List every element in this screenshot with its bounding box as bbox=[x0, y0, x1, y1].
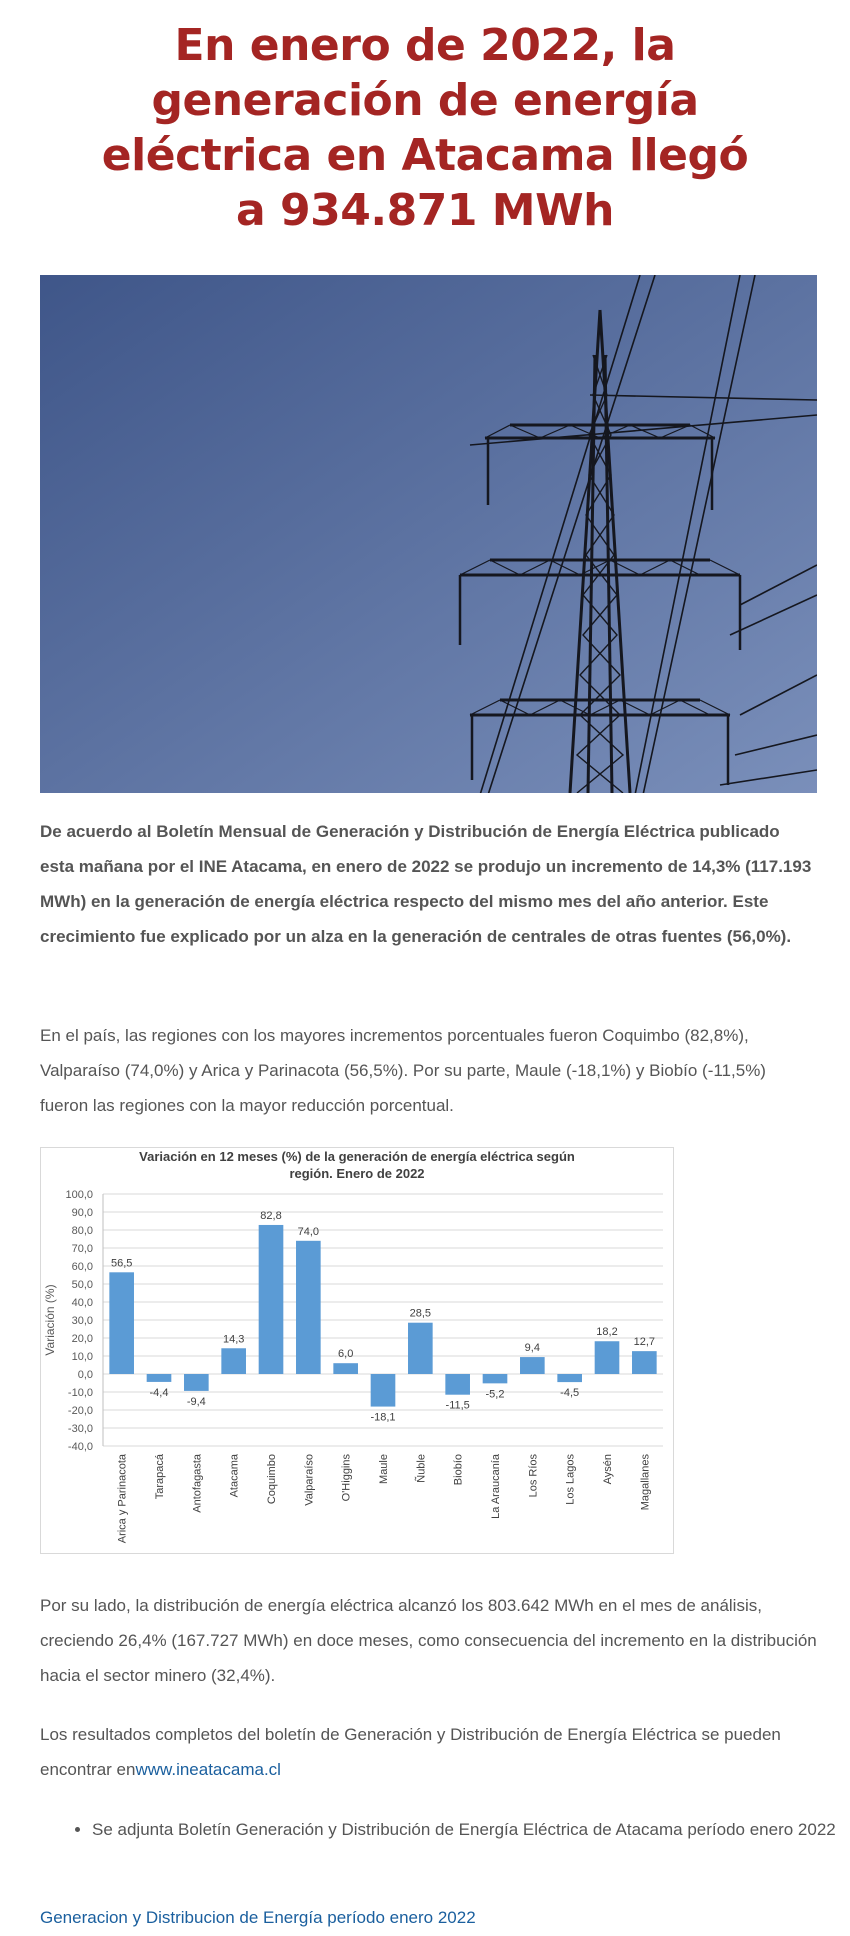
bar bbox=[259, 1225, 284, 1374]
bar bbox=[520, 1357, 545, 1374]
bar bbox=[483, 1374, 508, 1383]
y-tick-label: 40,0 bbox=[71, 1297, 93, 1309]
data-label: 9,4 bbox=[524, 1342, 540, 1355]
data-label: 56,5 bbox=[110, 1257, 133, 1270]
data-label: 18,2 bbox=[596, 1326, 618, 1339]
y-tick-label: 100,0 bbox=[65, 1189, 93, 1201]
chart-title: región. Enero de 2022 bbox=[289, 1166, 425, 1181]
hero-image bbox=[40, 275, 817, 793]
y-tick-label: 50,0 bbox=[71, 1279, 93, 1291]
data-label: 6,0 bbox=[338, 1348, 354, 1361]
data-label: -11,5 bbox=[445, 1399, 470, 1412]
body-paragraph-results bbox=[40, 1717, 817, 1787]
list-item: • Se adjunta Boletín Generación y Distribución de Energía Eléctrica de Atacama período enero 2022 bbox=[92, 1812, 850, 1847]
x-tick-label: Ñuble bbox=[415, 1454, 428, 1483]
bar bbox=[221, 1348, 246, 1374]
bar bbox=[371, 1374, 396, 1407]
article-title: En enero de 2022, la generación de energía eléctrica en Atacama llegó a 934.871 MWh bbox=[101, 20, 749, 236]
bar bbox=[557, 1374, 582, 1382]
x-tick-label: Biobío bbox=[452, 1454, 465, 1486]
bar-chart bbox=[40, 1147, 674, 1554]
bar bbox=[445, 1374, 470, 1395]
bar bbox=[184, 1374, 209, 1391]
x-tick-label: Antofagasta bbox=[191, 1454, 204, 1513]
y-tick-label: 60,0 bbox=[71, 1261, 93, 1273]
y-tick-label: 70,0 bbox=[71, 1243, 93, 1255]
bar bbox=[595, 1341, 620, 1374]
y-tick-label: 20,0 bbox=[71, 1333, 93, 1345]
bar bbox=[632, 1351, 657, 1374]
bar bbox=[296, 1241, 321, 1374]
x-tick-label: Los Lagos bbox=[564, 1454, 577, 1505]
x-tick-label: Coquimbo bbox=[266, 1454, 278, 1505]
x-tick-label: Tarapacá bbox=[154, 1454, 166, 1500]
x-tick-label: La Araucanía bbox=[490, 1454, 502, 1519]
body-paragraph-distribution: Por su lado, la distribución de energía eléctrica alcanzó los 803.642 MWh en el mes de análisis, creciendo 26,4% (167.727 MWh) en doce meses, como consecuencia del incremento en la distribución hacia el sector minero (32,4%). bbox=[40, 1596, 817, 1685]
ine-atacama-link[interactable]: www.ineatacama.cl bbox=[135, 1760, 281, 1779]
x-tick-label: Arica y Parinacota bbox=[116, 1454, 129, 1544]
y-tick-label: -40,0 bbox=[67, 1441, 93, 1453]
data-label: 14,3 bbox=[222, 1333, 245, 1346]
y-tick-label: -20,0 bbox=[67, 1405, 93, 1417]
y-axis-label: Variación (%) bbox=[43, 1284, 57, 1356]
data-label: -4,5 bbox=[560, 1387, 580, 1400]
bar bbox=[109, 1272, 134, 1374]
y-tick-label: 80,0 bbox=[71, 1225, 93, 1237]
y-tick-label: 30,0 bbox=[71, 1315, 93, 1327]
data-label: -4,4 bbox=[149, 1386, 169, 1399]
x-tick-label: Magallanes bbox=[639, 1454, 652, 1511]
x-tick-label: Los Ríos bbox=[527, 1454, 540, 1498]
y-tick-label: -30,0 bbox=[67, 1423, 93, 1435]
y-tick-label: 10,0 bbox=[71, 1351, 93, 1363]
data-label: 74,0 bbox=[297, 1225, 320, 1238]
bar bbox=[408, 1323, 433, 1374]
body-paragraph-regions: En el país, las regiones con los mayores incrementos porcentuales fueron Coquimbo (82,8%), Valparaíso (74,0%) y Arica y Parinacota (56,5%). Por su parte, Maule (-18,1%) y Biobío (-11,5%) fueron las regiones con la mayor reducción porcentual. bbox=[40, 1026, 766, 1115]
y-tick-label: -10,0 bbox=[67, 1387, 93, 1399]
y-tick-label: 90,0 bbox=[71, 1207, 93, 1219]
x-tick-label: Maule bbox=[378, 1454, 390, 1484]
lead-paragraph: De acuerdo al Boletín Mensual de Generación y Distribución de Energía Eléctrica publicado esta mañana por el INE Atacama, en enero de 2022 se produjo un incremento de 14,3% (117.193 MWh) en la generación de energía eléctrica respecto del mismo mes del año anterior. Este crecimiento fue explicado por un alza en la generación de centrales de otras fuentes (56,0%). bbox=[40, 822, 812, 946]
x-tick-label: Valparaíso bbox=[303, 1454, 316, 1506]
data-label: -9,4 bbox=[186, 1395, 206, 1408]
bar bbox=[147, 1374, 172, 1382]
data-label: -18,1 bbox=[370, 1411, 396, 1424]
bar bbox=[333, 1363, 358, 1374]
attachments-list bbox=[40, 1812, 850, 1847]
results-text: Los resultados completos del boletín de Generación y Distribución de Energía Eléctrica se pueden encontrar en bbox=[40, 1725, 781, 1779]
data-label: 28,5 bbox=[409, 1307, 432, 1320]
data-label: -5,2 bbox=[485, 1388, 505, 1401]
x-tick-label: O'Higgins bbox=[340, 1454, 353, 1502]
x-tick-label: Aysén bbox=[602, 1454, 614, 1485]
chart-title: Variación en 12 meses (%) de la generación de energía eléctrica según bbox=[139, 1149, 575, 1164]
y-tick-label: 0,0 bbox=[77, 1369, 93, 1381]
attachment-download-link[interactable]: Generacion y Distribucion de Energía período enero 2022 bbox=[40, 1908, 476, 1927]
data-label: 12,7 bbox=[633, 1336, 656, 1349]
data-label: 82,8 bbox=[260, 1209, 282, 1222]
x-tick-label: Atacama bbox=[228, 1454, 241, 1498]
